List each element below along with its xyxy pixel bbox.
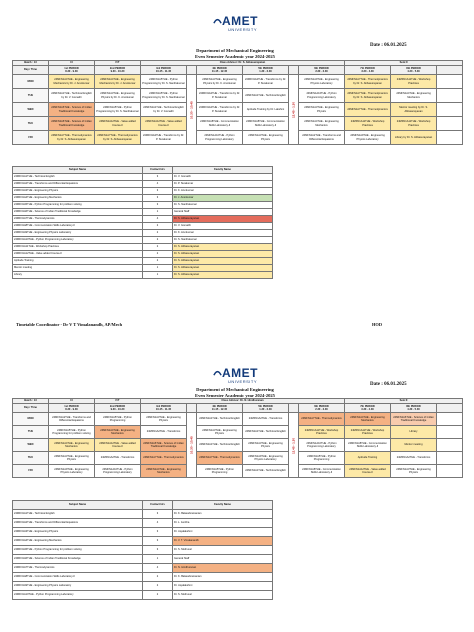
table-cell: 24MFN1A3THE - Engineering Physics	[141, 413, 187, 426]
table-cell	[437, 89, 463, 103]
table-cell: 24MFN1A12THE - Value added Course-II	[95, 117, 141, 131]
table-cell: 24MFN1A3THE - Engineering Physics	[197, 426, 243, 439]
table-cell: 2	[143, 237, 173, 244]
table-cell: 24MFN1A6THE - Science of Indian Traditional Knowledge	[391, 413, 437, 426]
table-cell: 24MFN1A6THE - Science of Indian Traditional Knowledge	[13, 209, 143, 216]
subject-row	[13, 244, 273, 251]
table-cell: 24MFN1A10THE - Python Programming Laboratory	[13, 237, 143, 244]
table-cell: Dr. S. Abbasurayanan	[173, 251, 273, 258]
table-cell: 1	[143, 265, 173, 272]
table-cell	[437, 439, 463, 452]
table-cell: 24MFN1A1THE - Technical English	[197, 413, 243, 426]
table-cell: 24MFN1A10THE - Python Programming Laboratory	[13, 591, 143, 600]
subject-faculty-table	[12, 500, 273, 600]
table-cell: 24MFN1A11THE - Workshop Practices	[345, 117, 391, 131]
ft-label: F/T	[95, 61, 141, 66]
break-label-2: 12.45 - 1.30	[289, 75, 299, 145]
table-cell: Library	[391, 426, 437, 439]
table-cell: 3	[143, 537, 173, 546]
table-cell: 24MFN1A5THE - Python Programming by Dr. S. Nanthakumar	[141, 89, 187, 103]
table-cell: Library by Dr. S. Abbasurayanan	[391, 131, 437, 145]
table-cell: 24MFN1A3THE - Engineering Physics	[243, 439, 289, 452]
table-cell: 24MFN1A2THE - Transforms and Differential Equations	[299, 131, 345, 145]
university-logo-subtext: UNIVERSITY	[228, 27, 258, 32]
subject-row	[13, 510, 273, 519]
batch-label: Batch : 13	[13, 399, 49, 404]
table-cell: 2	[143, 244, 173, 251]
timetable-page-2	[0, 350, 474, 632]
table-cell: 2	[143, 573, 173, 582]
table-cell: 24MFN1A3THE - Engineering Physics by Dr. K. Arunkumar	[95, 89, 141, 103]
table-cell: Dr. K. Arunkumar	[173, 230, 273, 237]
table-cell: 24MFN1A7THE - Thermodynamics	[345, 103, 391, 117]
subject-row	[13, 528, 273, 537]
table-cell: 24MFN1A7THE - Thermodynamics	[13, 216, 143, 223]
subject-row	[13, 223, 273, 230]
table-cell: 24MFN1A2THE - Transforms by Dr. P. Sivakumar	[197, 89, 243, 103]
table-cell: Contact Hrs	[143, 501, 173, 510]
table-cell: 24MFN1A9THE - Engineering Physics Laboratory	[13, 582, 143, 591]
batch-label: Batch : 13	[13, 61, 49, 66]
subject-row	[13, 195, 273, 202]
table-cell: 24MFN1A5THE - Python Programming by Dr. S. Nanthakumar	[141, 75, 187, 89]
table-cell: THU	[13, 452, 49, 465]
table-cell: 24MFN1A3THE - Engineering Physics by Dr. K. Arunkumar	[197, 75, 243, 89]
table-cell: Dr. Jayalakshmi	[173, 528, 273, 537]
subject-row	[13, 555, 273, 564]
table-cell: Dr. S. Nanthakumar	[173, 202, 273, 209]
subject-row	[13, 519, 273, 528]
table-cell: Dr. S. Muthuvel	[173, 546, 273, 555]
timetable-coordinator: Timetable Coordinator - Dr V T Vimalanandh, AP/Mech	[16, 322, 123, 327]
table-cell: 24MFN1A5THE - Python Programming	[95, 413, 141, 426]
table-cell: 2nd PERIOD 9.30 - 10.30	[95, 404, 141, 413]
table-cell: 24MFN1A2THE - Transforms and Differential Equations	[13, 181, 143, 188]
table-cell: THU	[13, 117, 49, 131]
table-cell: Subject Name	[13, 501, 143, 510]
table-cell: 24MFN1A8THE - Communication Skills Laboratory-II	[13, 573, 143, 582]
break-label-2: 12.45 - 1.30	[289, 413, 299, 478]
table-cell: 24MFN1A1THE - Technical English	[13, 510, 143, 519]
university-logo-subtext: UNIVERSITY	[228, 379, 258, 384]
table-cell: 24MFN1A2THE - Transforms by Dr. P. Sivakumar	[197, 103, 243, 117]
table-cell: 24MFN1A7THE - Thermodynamics by Dr. S. Abbasurayanan	[49, 131, 95, 145]
ii-label: I/I	[49, 61, 95, 66]
table-cell	[187, 66, 197, 75]
table-cell: 24MFN1A9THE - Engineering Physics Laboratory	[299, 75, 345, 89]
subject-row	[13, 188, 273, 195]
table-cell: Mentor meeting	[13, 265, 143, 272]
table-cell: 24MFN1A3THE - Engineering Physics	[13, 528, 143, 537]
table-cell: Aptitude Training by Dr. Lakshmi	[243, 103, 289, 117]
table-cell: 24MFN1A6THE - Science of Indian Traditional Knowledge	[13, 555, 143, 564]
table-cell: FRI	[13, 465, 49, 478]
table-cell: 24MFN1A10THE - Python Programming Laboratory	[299, 439, 345, 452]
table-cell: 3rd PERIOD 10.45 - 11.45	[141, 66, 187, 75]
table-cell: Dr. S. Nanthakumar	[173, 237, 273, 244]
department-title: Department of Mechanical Engineering	[196, 387, 274, 392]
table-cell: Mentor meeting	[391, 439, 437, 452]
table-cell: 3	[143, 546, 173, 555]
table-cell: 24MFN1A12THE - Value added Course-II	[13, 251, 143, 258]
table-cell: 1	[143, 272, 173, 279]
page-title	[120, 387, 350, 398]
table-cell: Dr. S. Abbasurayanan	[173, 258, 273, 265]
table-cell: 3	[143, 202, 173, 209]
table-cell: 2	[143, 223, 173, 230]
table-cell: 2nd PERIOD 9.30 - 10.30	[95, 66, 141, 75]
table-cell: 24MFN1A9THE - Engineering Physics Laboratory	[345, 131, 391, 145]
table-cell: Dr. K. Balasubramanian	[173, 573, 273, 582]
break-label-1: 10.30 - 10.45	[187, 413, 197, 478]
subject-header-row	[13, 167, 273, 174]
table-cell: Dr. L. Jenitha	[173, 519, 273, 528]
table-cell: Subject Name	[13, 167, 143, 174]
table-cell: General Staff	[173, 209, 273, 216]
table-cell: Day / Time	[13, 66, 49, 75]
table-cell: Contact Hrs	[143, 167, 173, 174]
timetable-grid	[12, 398, 463, 478]
table-cell: 3	[143, 174, 173, 181]
table-cell: 24MFN1A7THE - Thermodynamics by Dr. S. Abbasurayanan	[345, 89, 391, 103]
table-cell: 8th PERIOD 4.30 - 5.30	[391, 404, 437, 413]
table-cell: FRI	[13, 131, 49, 145]
table-cell: 24MFN1A8THE - Communication Skills Laboratory-II	[299, 465, 345, 478]
subject-row	[13, 230, 273, 237]
table-cell: 24MFN1A10THE - Python Programming Laboratory	[95, 465, 141, 478]
table-cell: 6th PERIOD 2.30 - 3.30	[299, 404, 345, 413]
table-cell: 4	[143, 519, 173, 528]
department-title: Department of Mechanical Engineering	[196, 48, 274, 53]
table-cell: Aptitude Training	[13, 258, 143, 265]
table-cell: Dr. S. Muthuvel	[173, 591, 273, 600]
table-cell: Dr. N. Hindhuranan	[173, 564, 273, 573]
table-cell: 24MFN1A1THE - Technical English	[243, 426, 289, 439]
subject-row	[13, 174, 273, 181]
table-cell: 3	[143, 510, 173, 519]
table-cell: 24MFN1A2THE - Transforms	[95, 452, 141, 465]
table-cell: 24MFN1A8THE - Communication Skills Laboratory-II	[13, 223, 143, 230]
table-cell: 24MFN1A5THE - Python Programming for problem solving	[13, 546, 143, 555]
table-cell	[437, 117, 463, 131]
table-cell: Library	[13, 272, 143, 279]
table-cell: 24MFN1A10THE - Python Programming Laboratory	[197, 131, 243, 145]
subject-faculty-table	[12, 166, 273, 279]
table-cell: Faculty Name	[173, 501, 273, 510]
table-cell: 24MFN1A4THE - Engineering Mechanics by Dr. J. Arunkumar	[49, 75, 95, 89]
table-cell: 3	[143, 188, 173, 195]
table-cell: General Staff	[173, 555, 273, 564]
subject-row	[13, 265, 273, 272]
subject-header-row	[13, 501, 273, 510]
table-cell: 24MFN1A7THE - Thermodynamics	[299, 413, 345, 426]
academic-year-title: Even Semester Academic year 2024-2025	[195, 392, 275, 398]
table-cell: 3rd PERIOD 10.45 - 11.45	[141, 404, 187, 413]
university-logo-text: AMET	[222, 366, 258, 380]
table-cell: 24MFN1A8THE - Communication Skills Laboratory-II	[345, 439, 391, 452]
subject-row	[13, 272, 273, 279]
class-advisor-label: Class Advisor: Dr. N. Hindhuranan	[141, 399, 345, 404]
table-cell: 4	[143, 216, 173, 223]
subject-row	[13, 582, 273, 591]
table-cell: 24MFN1A4THE - Engineering Mechanics	[299, 117, 345, 131]
table-cell: 3	[143, 528, 173, 537]
table-cell: 24MFN1A3THE - Engineering Physics	[391, 465, 437, 478]
table-cell: Dr. J. Arunkumar	[173, 195, 273, 202]
table-cell: Dr. S. Abbasurayanan	[173, 265, 273, 272]
table-cell: TUE	[13, 426, 49, 439]
table-cell	[437, 103, 463, 117]
university-logo-icon	[213, 16, 222, 25]
table-cell	[437, 413, 463, 426]
academic-year-title: Even Semester Academic year 2024-2025	[195, 53, 275, 59]
table-cell: 24MFN1A4THE - Engineering Mechanics	[391, 89, 437, 103]
table-cell: 8th PERIOD 4.30 - 5.30	[391, 66, 437, 75]
table-cell: Dr. S. Abbasurayanan	[173, 272, 273, 279]
table-cell: 1st PERIOD 8.30 - 9.30	[49, 404, 95, 413]
table-cell: 24MFN1A6THE - Science of Indian Traditional Knowledge	[49, 117, 95, 131]
table-cell: 2	[143, 591, 173, 600]
university-logo-icon	[213, 368, 222, 377]
table-cell: WED	[13, 439, 49, 452]
table-cell: 24MFN1A11THE - Workshop Practices	[391, 75, 437, 89]
table-cell: Faculty Name	[173, 167, 273, 174]
table-cell: Dr. V. T. Vimalanandh	[173, 537, 273, 546]
table-cell: 24MFN1A1THE - Technical English	[243, 465, 289, 478]
table-cell	[437, 131, 463, 145]
table-cell: Dr. Jayalakshmi	[173, 582, 273, 591]
table-cell: 24MFN1A9THE - Engineering Physics Laboratory	[243, 452, 289, 465]
ft-label: F/T	[95, 399, 141, 404]
table-cell: 24MFN1A3THE - Engineering Physics	[13, 188, 143, 195]
subject-row	[13, 209, 273, 216]
table-cell: 24MFN1A2THE - Transforms and Differential Equations	[49, 413, 95, 426]
table-cell: 24MFN1A5THE - Python Programming for problem solving	[49, 426, 95, 439]
table-cell: 24MFN1A11THE - Workshop Practices	[345, 426, 391, 439]
page-title	[120, 48, 350, 59]
table-cell: 4th PERIOD 11.45 - 12.45	[197, 66, 243, 75]
table-cell	[437, 75, 463, 89]
table-cell: 2	[143, 258, 173, 265]
table-cell: 24MFN1A4THE - Engineering Mechanics	[13, 195, 143, 202]
table-cell: 24MFN1A8THE - Communication Skills Laboratory-II	[243, 117, 289, 131]
table-cell	[437, 404, 463, 413]
table-cell: MON	[13, 75, 49, 89]
table-cell	[187, 404, 197, 413]
subject-row	[13, 258, 273, 265]
table-cell: Dr. K. Balasubramanian	[173, 510, 273, 519]
table-cell: 24MFN1A4THE - Engineering Mechanics	[95, 426, 141, 439]
table-cell: Dr. V. Gomathi	[173, 223, 273, 230]
table-cell: Aptitude Training	[345, 452, 391, 465]
subject-row	[13, 216, 273, 223]
table-cell: 24MFN1A1THE - Technical English	[13, 174, 143, 181]
table-cell: 24MFN1A2THE - Transforms	[243, 413, 289, 426]
table-cell: 4th PERIOD 11.45 - 12.45	[197, 404, 243, 413]
class-advisor-label: Class Advisor: Dr. S. Abbasurayanan	[141, 61, 345, 66]
table-cell: 4	[143, 181, 173, 188]
table-cell: 24MFN1A2THE - Transforms by Dr. P. Sivakumar	[243, 75, 289, 89]
table-cell	[437, 66, 463, 75]
subject-row	[13, 591, 273, 600]
table-cell	[437, 452, 463, 465]
subject-row	[13, 181, 273, 188]
table-cell: 24MFN1A7THE - Thermodynamics	[197, 452, 243, 465]
table-cell: 7th PERIOD 3.30 - 4.30	[345, 404, 391, 413]
table-cell: 24MFN1A4THE - Engineering Mechanics by Dr. J. Arunkumar	[95, 75, 141, 89]
hod-label: HOD	[372, 322, 383, 327]
table-cell	[437, 426, 463, 439]
table-cell: 24MFN1A6THE - Science of Indian Traditional Knowledge	[141, 439, 187, 452]
table-cell: 2	[143, 251, 173, 258]
table-cell: 24MFN1A1THE - Technical English by Dr. V. Gomathi	[141, 103, 187, 117]
table-cell: 24MFN1A2THE - Transforms and Differential Equations	[13, 519, 143, 528]
subject-row	[13, 537, 273, 546]
table-cell: 2	[143, 230, 173, 237]
table-cell: 24MFN1A10THE - Python Programming Laboratory	[299, 89, 345, 103]
university-logo-text: AMET	[222, 14, 258, 28]
table-cell: 24MFN1A3THE - Engineering Physics	[243, 131, 289, 145]
table-cell: 24MFN1A2THE - Transforms by Dr. P. Sivakumar	[141, 131, 187, 145]
table-cell: 24MFN1A12THE - Value added Course-II	[345, 465, 391, 478]
break-label-1: 10.30 - 10.45	[187, 75, 197, 145]
table-cell: 24MFN1A4THE - Engineering Mechanics	[13, 537, 143, 546]
table-cell: 24MFN1A4THE - Engineering Mechanics	[141, 465, 187, 478]
table-cell: 24MFN1A11THE - Workshop Practices	[13, 244, 143, 251]
table-cell: Mentor meeting by Dr. S. Abbasurayanan	[391, 103, 437, 117]
table-cell: Dr. S. Abbasurayanan	[173, 216, 273, 223]
subject-row	[13, 546, 273, 555]
table-cell: 24MFN1A5THE - Python Programming for problem solving	[13, 202, 143, 209]
table-cell: 24MFN1A3THE - Engineering Physics	[299, 103, 345, 117]
table-cell: 24MFN1A7THE - Thermodynamics	[13, 564, 143, 573]
table-cell: 24MFN1A4THE - Engineering Mechanics	[49, 439, 95, 452]
subject-row	[13, 202, 273, 209]
table-cell: 24MFN1A12THE - Value added Course-II	[141, 117, 187, 131]
table-cell: 24MFN1A5THE - Python Programming	[299, 452, 345, 465]
table-cell: 1	[143, 555, 173, 564]
table-cell: 24MFN1A12THE - Value added Course-II	[95, 439, 141, 452]
table-cell: WED	[13, 103, 49, 117]
table-cell: 24MFN1A8THE - Communication Skills Laboratory-II	[197, 117, 243, 131]
table-cell: 24MFN1A11THE - Workshop Practices	[391, 117, 437, 131]
date-label: Date : 06.01.2025	[370, 43, 407, 48]
table-cell: 24MFN1A7THE - Thermodynamics	[141, 452, 187, 465]
table-cell: 24MFN1A6THE - Science of Indian Traditional Knowledge	[49, 103, 95, 117]
table-cell: Dr. P. Sivakumar	[173, 181, 273, 188]
semester-label: Sem:II	[345, 61, 463, 66]
table-cell: 24MFN1A9THE - Engineering Physics Laboratory	[49, 465, 95, 478]
table-cell: 24MFN1A5THE - Python Programming by Dr. S. Nanthakumar	[95, 103, 141, 117]
table-cell: MON	[13, 413, 49, 426]
table-cell: 7th PERIOD 3.30 - 4.30	[345, 66, 391, 75]
subject-row	[13, 573, 273, 582]
table-cell: Day / Time	[13, 404, 49, 413]
table-cell: 24MFN1A2THE - Transforms	[391, 452, 437, 465]
table-cell: 24MFN1A3THE - Engineering Physics	[49, 452, 95, 465]
table-cell: 3	[143, 195, 173, 202]
table-cell: TUE	[13, 89, 49, 103]
table-cell: 24MFN1A2THE - Transforms	[141, 426, 187, 439]
subject-rows	[13, 167, 273, 279]
table-cell: 6th PERIOD 2.30 - 3.30	[299, 66, 345, 75]
table-cell: 24MFN1A4THE - Engineering Mechanics	[345, 413, 391, 426]
timetable-grid	[12, 60, 463, 145]
table-cell: 2	[143, 582, 173, 591]
semester-label: Sem:II	[345, 399, 463, 404]
date-label: Date : 06.01.2025	[370, 382, 407, 387]
subject-row	[13, 251, 273, 258]
table-cell: 24MFN1A11THE - Workshop Practices	[299, 426, 345, 439]
table-cell: Dr. V. Gomathi	[173, 174, 273, 181]
table-cell: 24MFN1A5THE - Python Programming	[197, 465, 243, 478]
table-cell: 5th PERIOD 1.30 - 2.30	[243, 404, 289, 413]
subject-row	[13, 564, 273, 573]
table-cell: 24MFN1A7THE - Thermodynamics by Dr. S. Abbasurayanan	[345, 75, 391, 89]
table-cell: 1	[143, 209, 173, 216]
ii-label: I/I	[49, 399, 95, 404]
table-cell: Dr. K. Arunkumar	[173, 188, 273, 195]
subject-row	[13, 237, 273, 244]
table-cell: 1st PERIOD 8.30 - 9.30	[49, 66, 95, 75]
table-cell: 24MFN1A9THE - Engineering Physics Laboratory	[13, 230, 143, 237]
table-cell: 24MFN1A1THE - Technical English	[243, 89, 289, 103]
table-cell: 24MFN1A1THE - Technical English by Dr. V. Gomathi	[49, 89, 95, 103]
table-cell: 24MFN1A1THE - Technical English	[197, 439, 243, 452]
table-cell: 5th PERIOD 1.30 - 2.30	[243, 66, 289, 75]
table-cell: Dr. S. Abbasurayanan	[173, 244, 273, 251]
table-cell: 24MFN1A7THE - Thermodynamics by Dr. S. Abbasurayanan	[95, 131, 141, 145]
table-cell	[437, 465, 463, 478]
table-cell	[289, 66, 299, 75]
table-cell	[289, 404, 299, 413]
table-cell: 4	[143, 564, 173, 573]
